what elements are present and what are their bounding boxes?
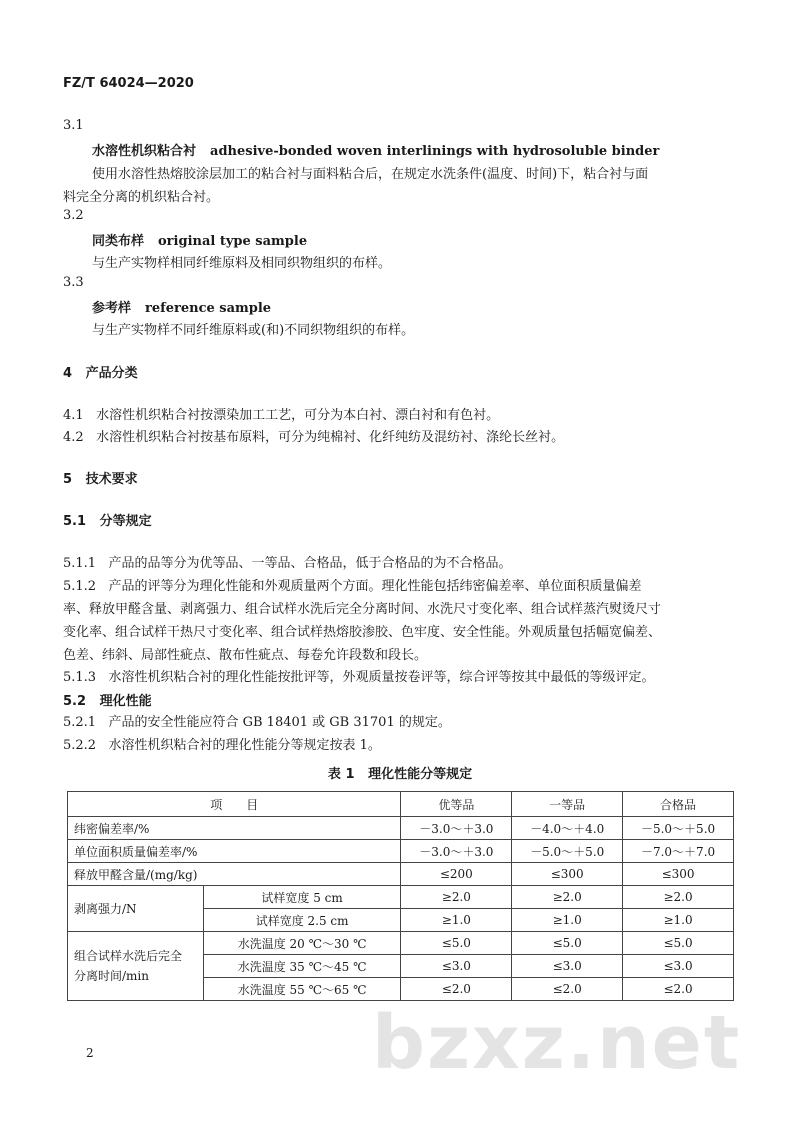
term-english: reference sample xyxy=(145,301,272,316)
term-chinese: 同类布样 xyxy=(92,234,145,249)
clause-number: 3.2 xyxy=(63,208,84,223)
cell-value: －5.0～＋5.0 xyxy=(623,817,734,840)
table-header-row xyxy=(68,792,734,817)
cell-value: ≤3.0 xyxy=(623,955,734,978)
table-row xyxy=(68,840,734,863)
header-superior: 优等品 xyxy=(401,792,512,817)
clause-text: 5.2.2 水溶性机织粘合衬的理化性能分等规定按表 1。 xyxy=(63,738,381,753)
subsection-heading: 5.1 分等规定 xyxy=(63,514,152,529)
table-row xyxy=(68,932,734,955)
row-item: 释放甲醛含量/(mg/kg) xyxy=(68,863,401,886)
clause-text: 5.1.3 水溶性机织粘合衬的理化性能按批评等，外观质量按卷评等，综合评等按其中最低的等级评定。 xyxy=(63,670,655,685)
row-item: 纬密偏差率/% xyxy=(68,817,401,840)
header-item: 项 目 xyxy=(68,792,401,817)
row-item-line: 分离时间/min xyxy=(74,969,149,983)
term-heading xyxy=(92,297,271,316)
grading-table xyxy=(67,791,734,1001)
cell-value: ≤2.0 xyxy=(623,978,734,1001)
clause-text: 5.2.1 产品的安全性能应符合 GB 18401 或 GB 31701 的规定。 xyxy=(63,715,451,730)
row-subitem: 水洗温度 20 ℃～30 ℃ xyxy=(203,932,401,955)
cell-value: ≥1.0 xyxy=(401,909,512,932)
table-row xyxy=(68,817,734,840)
header-first-class: 一等品 xyxy=(512,792,623,817)
cell-value: ≥2.0 xyxy=(512,886,623,909)
table-row xyxy=(68,863,734,886)
cell-value: ≤300 xyxy=(512,863,623,886)
cell-value: ≥1.0 xyxy=(512,909,623,932)
cell-value: ≤3.0 xyxy=(512,955,623,978)
cell-value: ≤200 xyxy=(401,863,512,886)
row-item-line: 组合试样水洗后完全 xyxy=(74,949,183,963)
cell-value: ≤300 xyxy=(623,863,734,886)
clause-text: 色差、纬斜、局部性疵点、散布性疵点、每卷允许段数和段长。 xyxy=(63,648,428,663)
cell-value: －7.0～＋7.0 xyxy=(623,840,734,863)
section-heading: 4 产品分类 xyxy=(63,366,138,381)
table-row xyxy=(68,886,734,909)
clause-text: 变化率、组合试样干热尺寸变化率、组合试样热熔胶渗胶、色牢度、安全性能。外观质量包括幅宽偏差、 xyxy=(63,625,662,640)
cell-value: ≥2.0 xyxy=(623,886,734,909)
term-chinese: 水溶性机织粘合衬 xyxy=(92,144,197,159)
definition-text: 料完全分离的机织粘合衬。 xyxy=(63,190,220,205)
cell-value: ≥1.0 xyxy=(623,909,734,932)
page-number: 2 xyxy=(86,1046,94,1060)
term-chinese: 参考样 xyxy=(92,301,132,316)
row-subitem: 试样宽度 5 cm xyxy=(203,886,401,909)
clause-text: 率、释放甲醛含量、剥离强力、组合试样水洗后完全分离时间、水洗尺寸变化率、组合试样蒸汽熨烫尺寸 xyxy=(63,602,662,617)
row-subitem: 试样宽度 2.5 cm xyxy=(203,909,401,932)
row-subitem: 水洗温度 35 ℃～45 ℃ xyxy=(203,955,401,978)
clause-text: 5.1.1 产品的品等分为优等品、一等品、合格品，低于合格品的为不合格品。 xyxy=(63,556,512,571)
clause-text: 4.2 水溶性机织粘合衬按基布原料，可分为纯棉衬、化纤纯纺及混纺衬、涤纶长丝衬。 xyxy=(63,430,565,445)
cell-value: ≥2.0 xyxy=(401,886,512,909)
row-item: 剥离强力/N xyxy=(68,886,204,932)
cell-value: －3.0～＋3.0 xyxy=(401,817,512,840)
subsection-heading: 5.2 理化性能 xyxy=(63,694,152,709)
cell-value: －3.0～＋3.0 xyxy=(401,840,512,863)
cell-value: ≤3.0 xyxy=(401,955,512,978)
clause-number: 3.3 xyxy=(63,275,84,290)
definition-text: 与生产实物样相同纤维原料及相同织物组织的布样。 xyxy=(92,256,392,271)
clause-text: 4.1 水溶性机织粘合衬按漂染加工工艺，可分为本白衬、漂白衬和有色衬。 xyxy=(63,408,500,423)
cell-value: ≤5.0 xyxy=(623,932,734,955)
cell-value: －5.0～＋5.0 xyxy=(512,840,623,863)
term-english: adhesive-bonded woven interlinings with hydrosoluble binder xyxy=(210,144,660,159)
standard-header: FZ/T 64024—2020 xyxy=(63,76,194,91)
term-english: original type sample xyxy=(158,234,308,249)
definition-text: 使用水溶性热熔胶涂层加工的粘合衬与面料粘合后，在规定水洗条件(温度、时间)下，粘合衬与面 xyxy=(92,167,649,182)
term-heading xyxy=(92,230,307,249)
table-caption: 表 1 理化性能分等规定 xyxy=(327,767,473,782)
cell-value: －4.0～＋4.0 xyxy=(512,817,623,840)
cell-value: ≤2.0 xyxy=(512,978,623,1001)
cell-value: ≤5.0 xyxy=(401,932,512,955)
row-item xyxy=(68,932,204,1001)
header-qualified: 合格品 xyxy=(623,792,734,817)
clause-number: 3.1 xyxy=(63,118,84,133)
clause-text: 5.1.2 产品的评等分为理化性能和外观质量两个方面。理化性能包括纬密偏差率、单位面积质量偏差 xyxy=(63,579,642,594)
cell-value: ≤2.0 xyxy=(401,978,512,1001)
term-heading xyxy=(92,140,659,159)
definition-text: 与生产实物样不同纤维原料或(和)不同织物组织的布样。 xyxy=(92,323,415,338)
cell-value: ≤5.0 xyxy=(512,932,623,955)
row-subitem: 水洗温度 55 ℃～65 ℃ xyxy=(203,978,401,1001)
row-item: 单位面积质量偏差率/% xyxy=(68,840,401,863)
section-heading: 5 技术要求 xyxy=(63,472,138,487)
watermark: bzxz.net xyxy=(372,1000,742,1086)
